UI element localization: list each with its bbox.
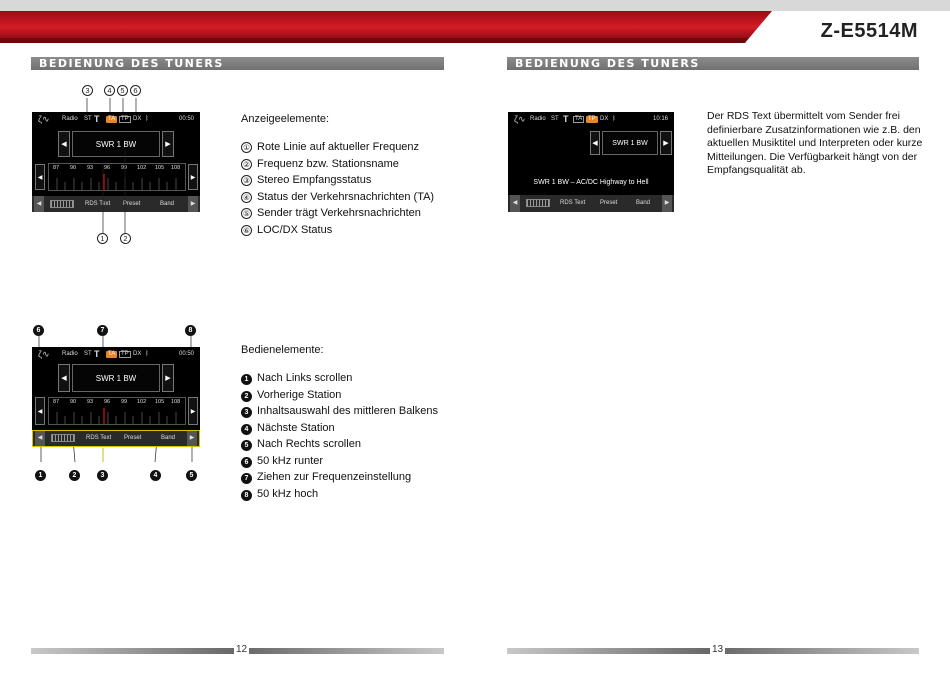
station-name: SWR 1 BW [72,364,160,392]
band-button[interactable]: Band [160,201,175,207]
section-title-left: BEDIENUNG DES TUNERS [31,57,444,70]
freq-label: 99 [121,165,128,171]
freq-label: 105 [155,165,165,171]
callout-6: 6 [130,85,146,96]
list-item: ⑤ Sender trägt Verkehrsnachrichten [241,205,434,222]
list-item: ④ Status der Verkehrsnachrichten (TA) [241,189,434,206]
scroll-right-button[interactable]: ▶ [188,196,198,212]
freq-label: 90 [70,399,77,405]
dx-indicator: DX [133,116,142,122]
source-label: Radio [530,116,546,122]
preset-button[interactable]: Preset [124,435,142,441]
display-elements-list [241,139,434,238]
list-item: ② Frequenz bzw. Stationsname [241,156,434,173]
freq-label: 96 [104,165,111,171]
list-item: 6 50 kHz runter [241,453,438,470]
rds-description: Der RDS Text übermittelt vom Sender frei definierbare Zusatzinformationen wie z.B. den aktuellen Musiktitel und Interpreten oder kurze Mitteilungen. Die Verfügbarkeit hängt von der Empfangsqualität ab. [707,110,923,176]
control-elements-list [241,370,438,502]
freq-label: 90 [70,165,77,171]
next-station-button[interactable]: ▶ [162,364,174,392]
ta-indicator: TA [108,351,116,357]
st-indicator: ST [84,351,92,357]
prev-station-button[interactable]: ◀ [590,131,600,155]
rds-text-button[interactable]: RDS Text [85,201,111,207]
preset-button[interactable]: Preset [600,200,618,206]
freq-label: 93 [87,165,94,171]
scroll-right-button[interactable]: ▶ [662,195,672,212]
list-item: 7 Ziehen zur Frequenzeinstellung [241,469,438,486]
freq-label: 96 [104,399,111,405]
list-item: 8 50 kHz hoch [241,486,438,503]
header-banner [0,0,950,50]
callout-3: 3 [82,85,98,96]
scroll-left-button[interactable]: ◀ [35,431,45,446]
50khz-down-button[interactable]: ◀ [35,397,45,425]
scroll-left-button[interactable]: ◀ [34,196,44,212]
list-item: ① Rote Linie auf aktueller Frequenz [241,139,434,156]
display-heading: Anzeigeelemente: [241,113,330,125]
callout-5-filled: 5 [186,464,202,482]
list-item: 2 Vorherige Station [241,387,438,404]
list-item: 4 Nächste Station [241,420,438,437]
callout-2: 2 [120,233,136,244]
callout-3-filled: 3 [97,464,113,482]
ta-indicator: TA [575,116,583,122]
st-indicator: ST [551,116,559,122]
freq-label: 102 [137,399,147,405]
50khz-up-button[interactable]: ▶ [188,397,198,425]
prev-station-button[interactable]: ◀ [58,364,70,392]
controls-heading: Bedienelemente: [241,344,324,356]
ta-indicator: TA [108,116,116,122]
logo-icon: ζ∿ [38,114,50,124]
list-item: 5 Nach Rechts scrollen [241,436,438,453]
freq-label: 108 [171,165,181,171]
prev-station-button[interactable]: ◀ [58,131,70,157]
list-item: 1 Nach Links scrollen [241,370,438,387]
callout-8-filled: 8 [185,319,201,337]
antenna-icon: T [94,349,100,359]
tuner-screen-rds [508,112,674,212]
callout-6-filled: 6 [33,319,49,337]
next-station-button[interactable]: ▶ [660,131,672,155]
rds-text-button[interactable]: RDS Text [560,200,586,206]
frequency-scale[interactable] [48,397,186,425]
page-number-left: 12 [236,644,248,655]
band-button[interactable]: Band [161,435,176,441]
antenna-icon: T [563,114,569,124]
station-name: SWR 1 BW [72,131,160,157]
section-title-right: BEDIENUNG DES TUNERS [507,57,919,70]
clock: 00:50 [178,351,194,357]
page-number-right: 13 [712,644,724,655]
tp-indicator: TP [588,116,596,122]
dx-indicator: DX [133,351,142,357]
dx-indicator: DX [600,116,609,122]
mini-scale[interactable] [526,199,550,207]
freq-label: 105 [155,399,165,405]
logo-icon: ζ∿ [514,114,526,124]
status-bar [32,347,200,362]
freq-label: 102 [137,165,147,171]
band-button[interactable]: Band [636,200,651,206]
clock: 00:50 [178,116,194,122]
station-name: SWR 1 BW [602,131,658,155]
antenna-icon: T [94,114,100,124]
logo-icon: ζ∿ [38,349,50,359]
freq-label: 87 [53,165,60,171]
scroll-right-button[interactable]: ▶ [187,431,197,446]
st-indicator: ST [84,116,92,122]
callout-2-filled: 2 [69,464,85,482]
bluetooth-icon: ᛒ [145,351,149,357]
list-item: ③ Stereo Empfangsstatus [241,172,434,189]
bluetooth-icon: ᛒ [145,116,149,122]
freq-label: 108 [171,399,181,405]
status-bar [32,112,200,127]
50khz-up-button[interactable]: ▶ [188,164,198,190]
50khz-down-button[interactable]: ◀ [35,164,45,190]
list-item: ⑥ LOC/DX Status [241,222,434,239]
source-label: Radio [62,116,78,122]
callout-lines-bottom [31,140,201,240]
callout-1-filled: 1 [35,464,51,482]
rds-text-line: SWR 1 BW – AC/DC Highway to Hell [533,179,649,186]
scroll-left-button[interactable]: ◀ [510,195,520,212]
source-label: Radio [62,351,78,357]
tuner-screen-controls [32,347,200,447]
clock: 10:16 [652,116,668,122]
model-name: Z-E5514M [820,20,918,42]
freq-label: 99 [121,399,128,405]
rds-text-button[interactable]: RDS Text [86,435,112,441]
tp-indicator: TP [121,351,129,357]
callout-4: 4 [104,85,120,96]
scale-ticks [49,408,187,424]
list-item: 3 Inhaltsauswahl des mittleren Balkens [241,403,438,420]
callout-1: 1 [97,233,113,244]
callout-5: 5 [117,85,133,96]
callout-4-filled: 4 [150,464,166,482]
preset-button[interactable]: Preset [123,201,141,207]
callout-7-filled: 7 [97,319,113,337]
freq-label: 93 [87,399,94,405]
tp-indicator: TP [121,116,129,122]
mini-scale[interactable] [51,434,75,442]
freq-label: 87 [53,399,60,405]
next-station-button[interactable]: ▶ [162,131,174,157]
bluetooth-icon: ᛒ [612,116,616,122]
status-bar [508,112,674,127]
